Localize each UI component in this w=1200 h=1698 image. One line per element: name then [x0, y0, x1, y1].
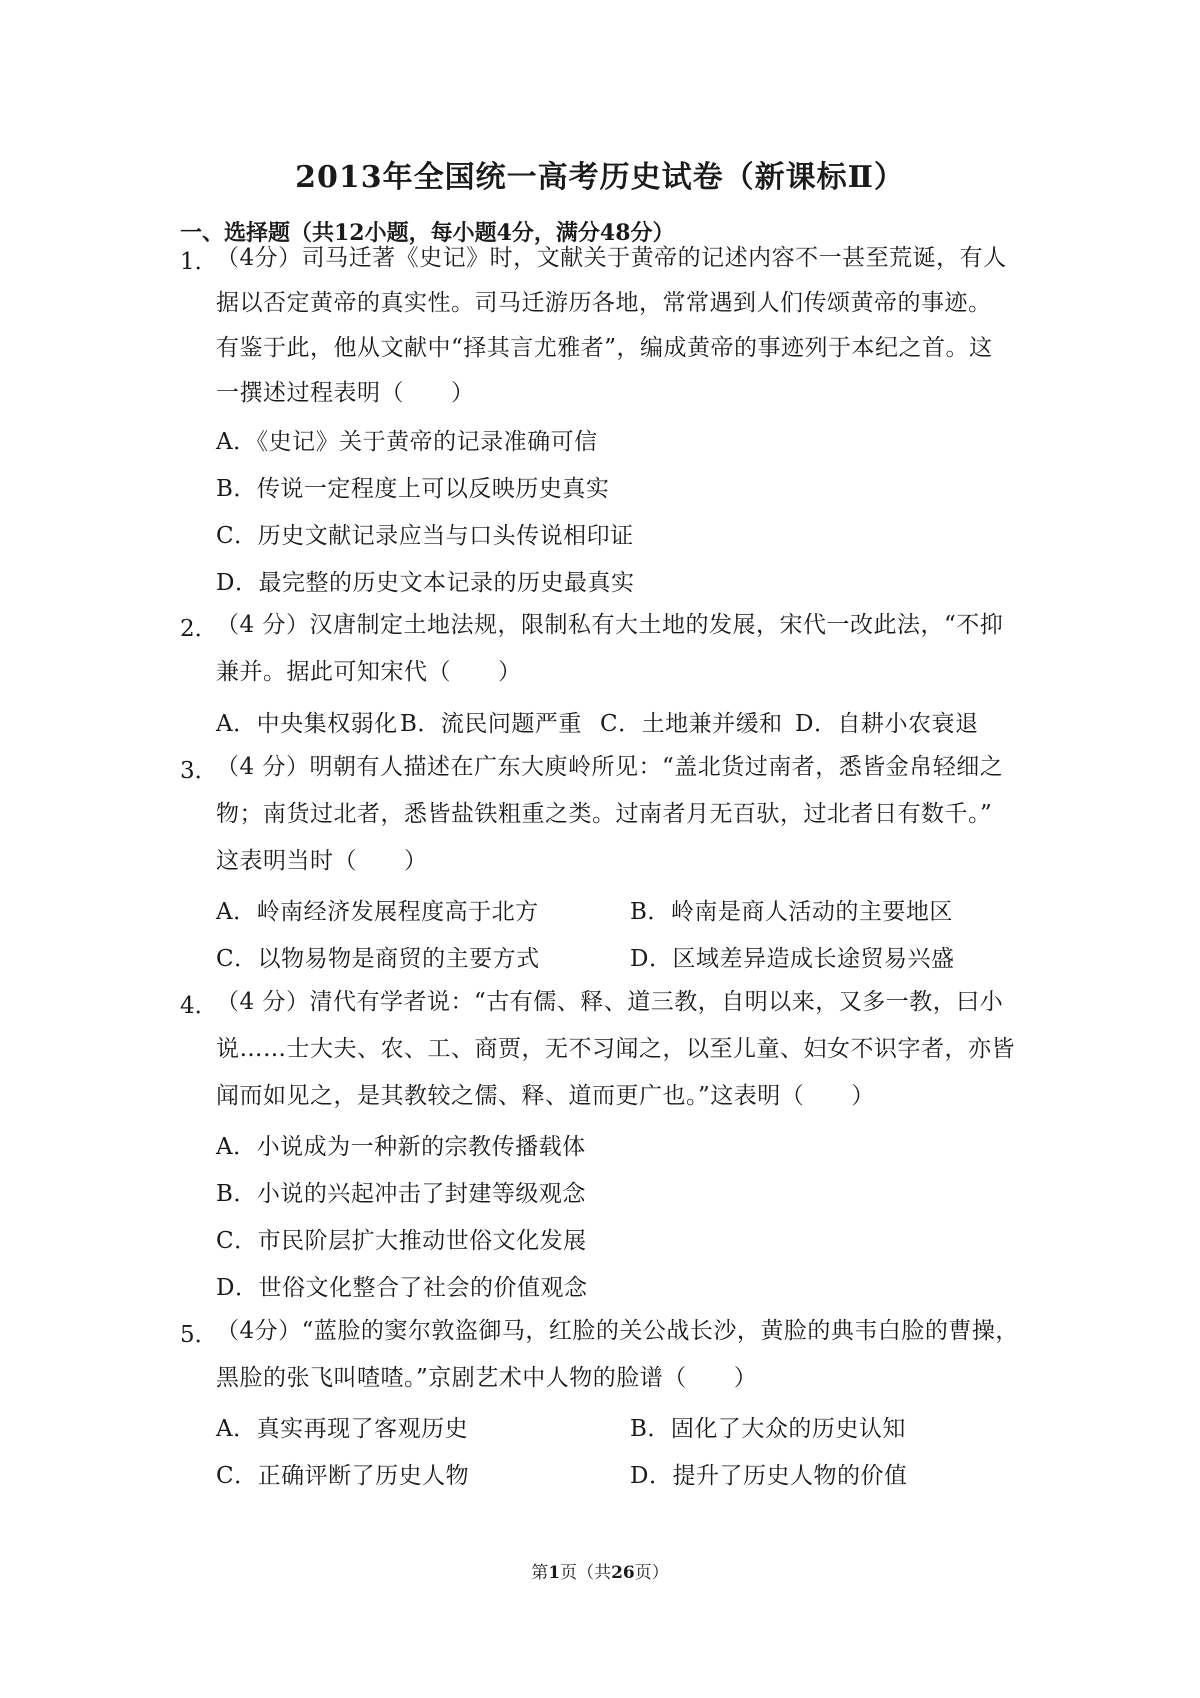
question-text-line: 闻而如见之，是其教较之儒、释、道而更广也。”这表明（ ） — [216, 1083, 875, 1109]
footer-suffix: 页） — [634, 1563, 669, 1583]
question-text-line: 物；南货过北者，悉皆盐铁粗重之类。过南者月无百驮，过北者日有数千。” — [216, 801, 993, 827]
question-text-line: 说……士大夫、农、工、商贾，无不习闻之，以至儿童、妇女不识字者，亦皆 — [216, 1036, 1015, 1062]
option-c: C．正确评断了历史人物 — [216, 1463, 470, 1489]
question-text-line: 一撰述过程表明（ ） — [216, 380, 475, 406]
question-number: 2． — [180, 616, 218, 642]
option-c: C．以物易物是商贸的主要方式 — [216, 946, 540, 972]
option-d: D．世俗文化整合了社会的价值观念 — [216, 1275, 588, 1301]
question-text-line: 据以否定黄帝的真实性。司马迁游历各地，常常遇到人们传颂黄帝的事迹。 — [216, 290, 992, 316]
question-text-line: 黑脸的张飞叫喳喳。”京剧艺术中人物的脸谱（ ） — [216, 1365, 758, 1391]
option-b: B．岭南是商人活动的主要地区 — [630, 899, 953, 925]
option-c: C．历史文献记录应当与口头传说相印证 — [216, 523, 634, 549]
question-number: 4． — [180, 993, 218, 1019]
question-text-line: 这表明当时（ ） — [216, 848, 428, 874]
option-a: A．中央集权弱化 — [216, 711, 398, 737]
option-b: B．流民问题严重 — [400, 711, 582, 737]
page-number: 1 — [548, 1563, 561, 1583]
question-text-line: （4 分）汉唐制定土地法规，限制私有大土地的发展，宋代一改此法，“不抑 — [216, 612, 1004, 638]
question-number: 1． — [180, 249, 218, 275]
question-text-line: 有鉴于此，他从文献中“择其言尤雅者”，编成黄帝的事迹列于本纪之首。这 — [216, 335, 993, 361]
question-text-line: 兼并。据此可知宋代（ ） — [216, 659, 522, 685]
footer-middle: 页（共 — [560, 1563, 612, 1583]
option-a: A．小说成为一种新的宗教传播载体 — [216, 1134, 586, 1160]
option-b: B．小说的兴起冲击了封建等级观念 — [216, 1181, 586, 1207]
question-number: 3． — [180, 758, 218, 784]
total-pages: 26 — [611, 1563, 635, 1583]
question-text-line: （4分）“蓝脸的窦尔敦盗御马，红脸的关公战长沙，黄脸的典韦白脸的曹操， — [216, 1318, 1019, 1344]
option-d: D．区域差异造成长途贸易兴盛 — [630, 946, 955, 972]
option-c: C．土地兼并缓和 — [600, 711, 783, 737]
section-heading: 一、选择题（共12小题，每小题4分，满分48分） — [180, 220, 675, 246]
option-a: A．《史记》关于黄帝的记录准确可信 — [216, 429, 598, 455]
option-b: B．传说一定程度上可以反映历史真实 — [216, 476, 610, 502]
option-d: D．自耕小农衰退 — [795, 711, 979, 737]
question-text-line: （4分）司马迁著《史记》时，文献关于黄帝的记述内容不一甚至荒诞，有人 — [216, 245, 1007, 271]
option-a: A．岭南经济发展程度高于北方 — [216, 899, 539, 925]
question-text-line: （4 分）清代有学者说：“古有儒、释、道三教，自明以来，又多一教，曰小 — [216, 989, 1004, 1015]
option-b: B．固化了大众的历史认知 — [630, 1416, 906, 1442]
question-text-line: （4 分）明朝有人描述在广东大庾岭所见：“盖北货过南者，悉皆金帛轻细之 — [216, 754, 1004, 780]
question-number: 5． — [180, 1322, 218, 1348]
option-d: D．提升了历史人物的价值 — [630, 1463, 908, 1489]
option-d: D．最完整的历史文本记录的历史最真实 — [216, 570, 635, 596]
option-c: C．市民阶层扩大推动世俗文化发展 — [216, 1228, 587, 1254]
page-title: 2013年全国统一高考历史试卷（新课标Ⅱ） — [295, 160, 905, 195]
option-a: A．真实再现了客观历史 — [216, 1416, 469, 1442]
footer-prefix: 第 — [531, 1563, 549, 1583]
page-footer — [0, 1558, 1200, 1583]
